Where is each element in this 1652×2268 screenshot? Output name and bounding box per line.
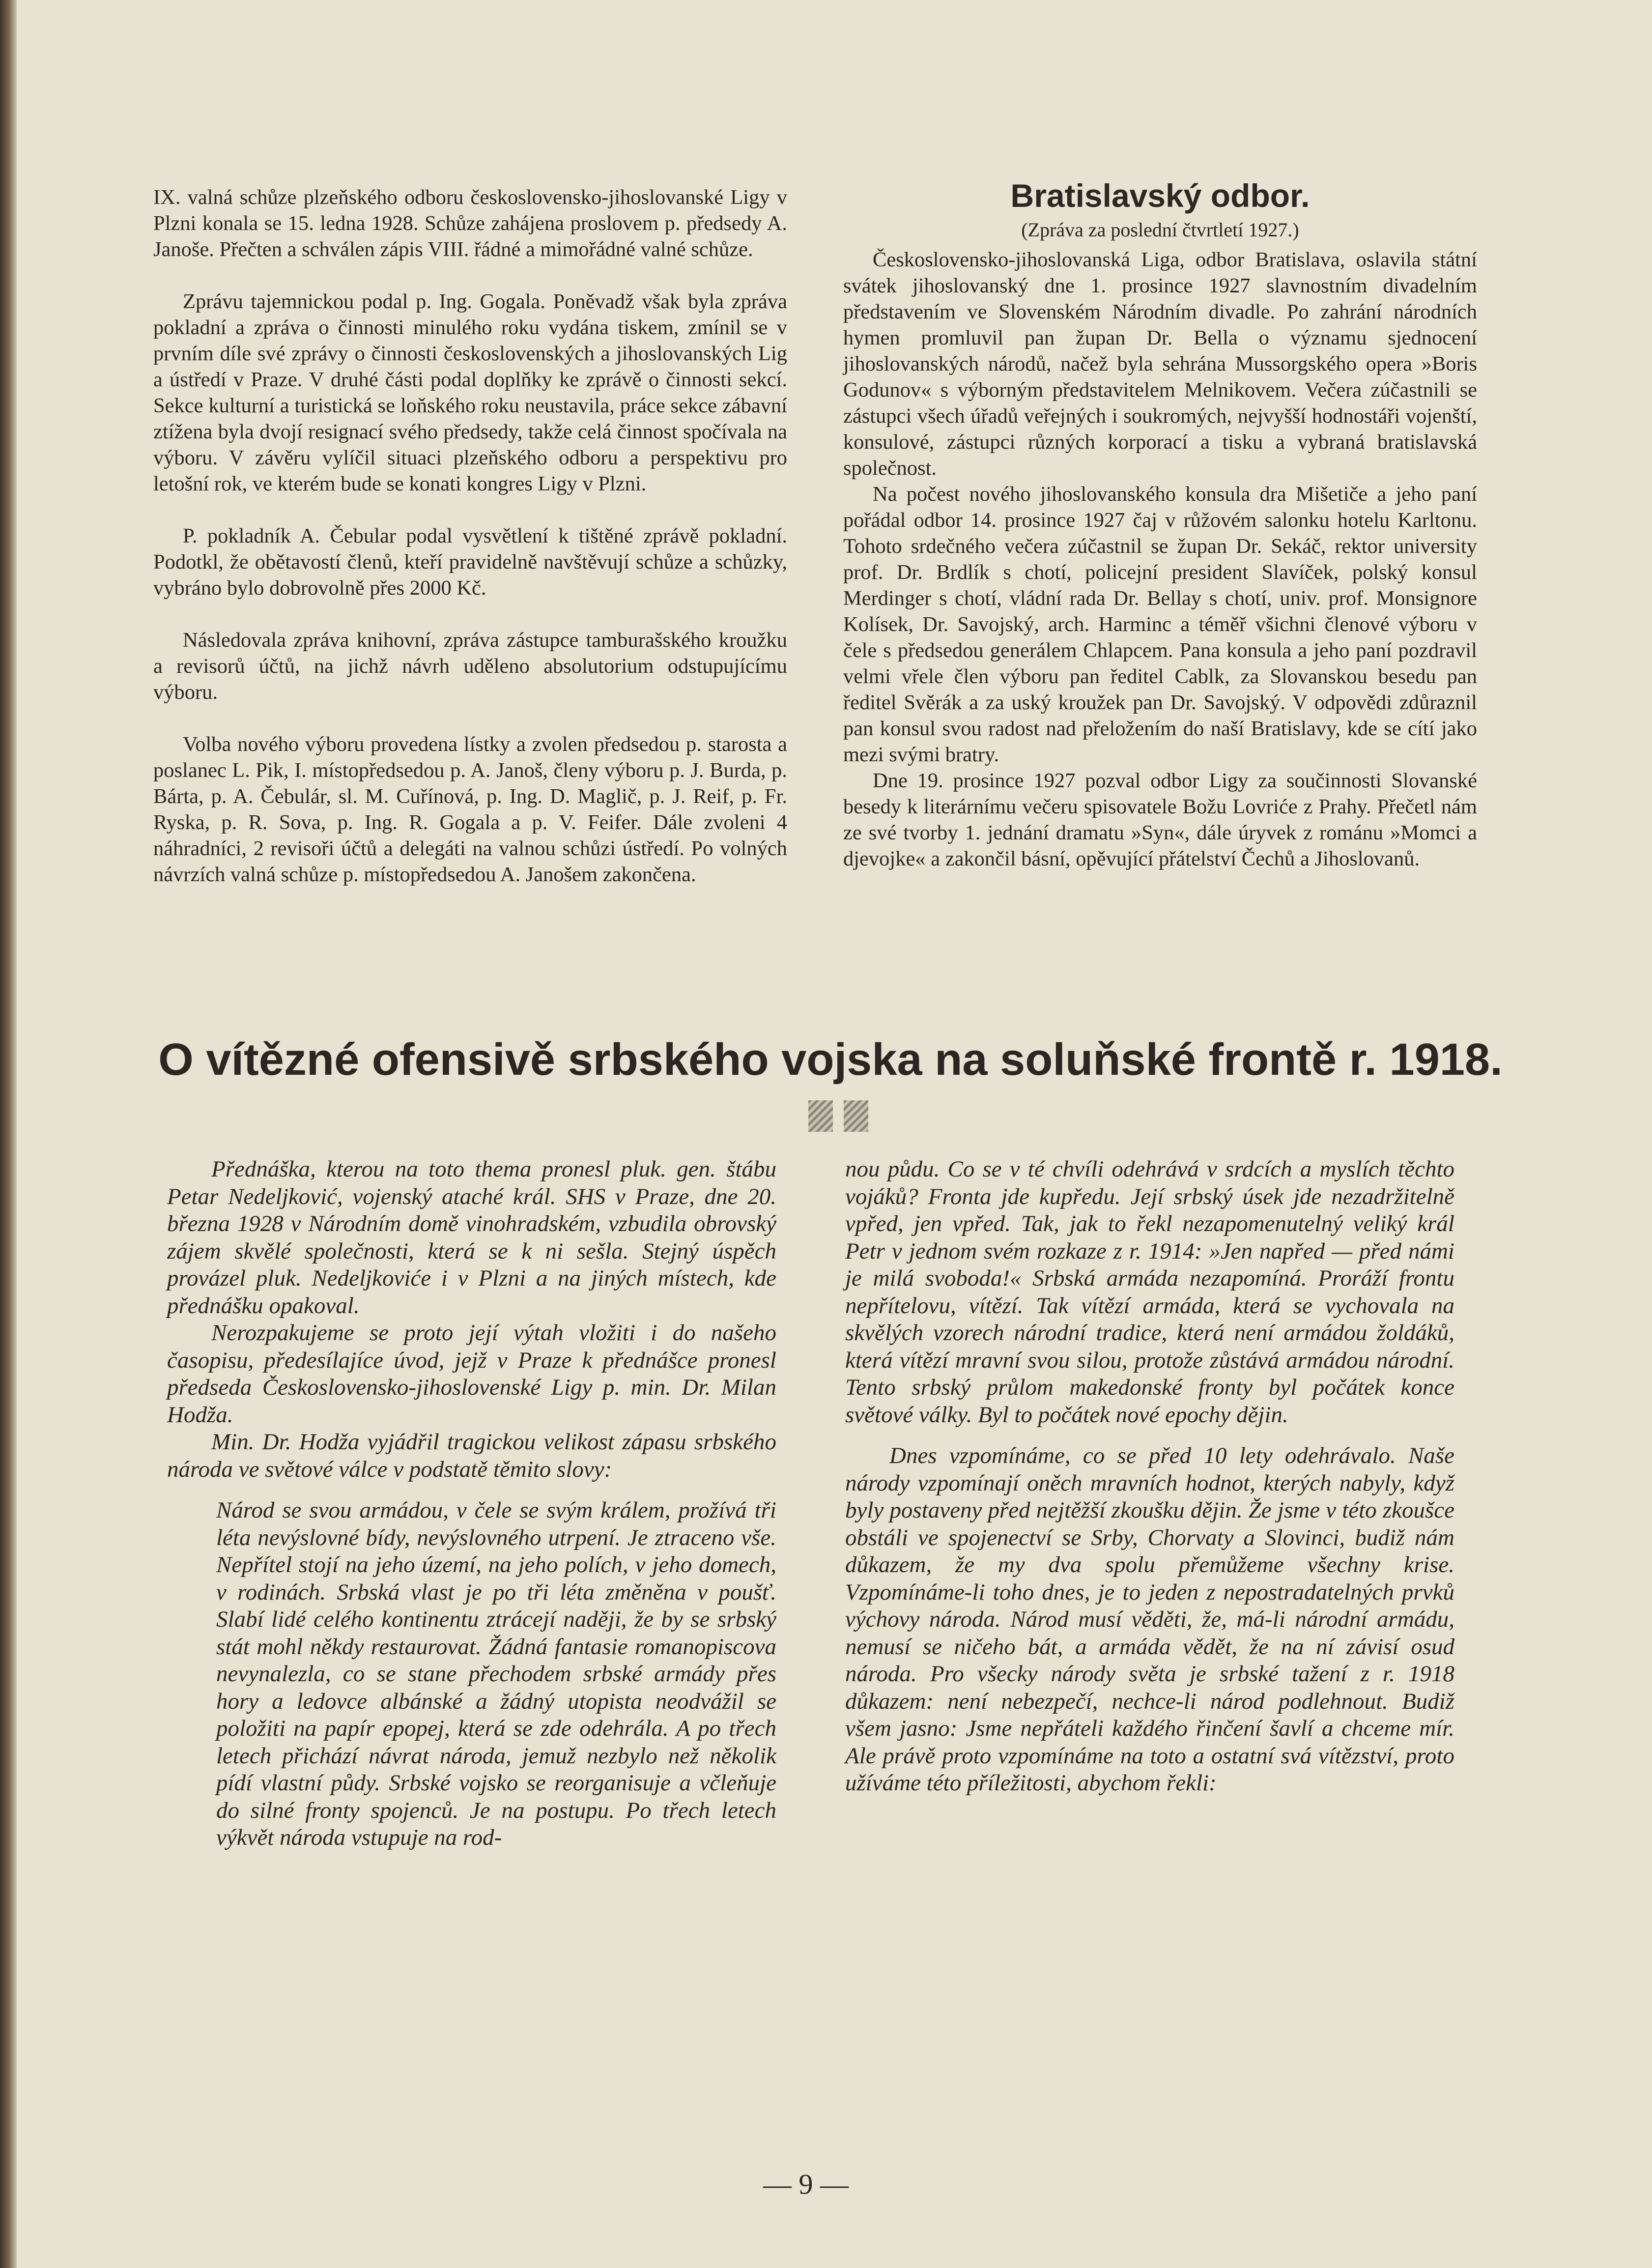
article-title: [147, 1032, 1513, 1142]
ornament-icon: [844, 1100, 868, 1132]
plzen-report-column: [153, 184, 787, 914]
section-heading: Bratislavský odbor.: [1010, 177, 1310, 214]
paragraph: Přednáška, kterou na toto thema pronesl pluk. gen. štábu Petar Nedeljković, vojenský ataché král. SHS v Praze, dne 20. března 1928 v Národním domě vinohradském, vzbudila obrovský zájem skvělé společnosti, která se k ni sešla. Stejný úspěch provázel pluk. Nedeljkoviće i v Plzni a na jiných místech, kde přednášku opakoval.: [167, 1156, 776, 1319]
paragraph: nou půdu. Co se v té chvíli odehrává v srdcích a myslích těchto vojáků? Fronta jde kupředu. Její srbský úsek jde nezadržitelně vpřed, jen vpřed. Tak, jak to řekl nezapomenutelný veliký král Petr v jednom svém rozkaze z r. 1914: »Jen napřed — před námi je milá svoboda!« Srbská armáda nezapomíná. Proráží frontu nepřítelovu, vítězí. Tak vítězí armáda, která se vychovala na skvělých vzorech národní tradice, která není armádou žoldáků, která vítězí mravní svou silou, protože zůstává armádou národní. Tento srbský průlom makedonské fronty byl počátek konce světové války. Byl to počátek nové epochy dějin.: [845, 1156, 1454, 1428]
article-title-text: O vítězné ofensivě srbského vojska na soluňské frontě r. 1918.: [158, 1034, 1503, 1085]
paragraph: Nerozpakujeme se proto její výtah vložiti i do našeho časopisu, předesílajíce úvod, jejž v Praze k přednášce pronesl předseda Československo-jihoslovenské Ligy p. min. Dr. Milan Hodža.: [167, 1320, 776, 1428]
article-left-column: [167, 1156, 776, 1852]
paragraph: Na počest nového jihoslovanského konsula dra Mišetiče a jeho paní pořádal odbor 14. prosince 1927 čaj v růžovém salonku hotelu Karltonu. Tohoto srdečného večera zúčastnil se župan Dr. Sekáč, rektor university prof. Dr. Brdlík s chotí, policejní president Slavíček, polský konsul Merdinger s chotí, vládní rada Dr. Bellay s chotí, univ. prof. Monsignore Kolísek, Dr. Savojský, arch. Harminc a téměř všichni členové výboru v čele s předsedou generálem Chlapcem. Pana konsula a jeho paní pozdravil velmi vřele člen výboru pan ředitel Cablk, za Slovanskou besedu pan ředitel Svěrák a za uský kroužek pan Dr. Savojský. V odpovědi zdůraznil pan konsul svou radost nad přeložením do naší Bratislavy, kde se cítí jako mezi svými bratry.: [843, 483, 1477, 766]
bratislava-report-column: [843, 176, 1477, 872]
paragraph: IX. valná schůze plzeňského odboru československo-jihoslovanské Ligy v Plzni konala se 15. ledna 1928. Schůze zahájena proslovem p. předsedy A. Janoše. Přečten a schválen zápis VIII. řádné a mimořádné valné schůze.: [153, 186, 787, 261]
paragraph: Dne 19. prosince 1927 pozval odbor Ligy za součinnosti Slovanské besedy k literárnímu večeru spisovatele Božu Lovriće z Prahy. Přečetl nám ze své tvorby 1. jednání dramatu »Syn«, dále úryvek z románu »Momci a djevojke« a zakončil básní, opěvující přátelství Čechů a Jihoslovanů.: [843, 769, 1477, 870]
article-right-column: [845, 1156, 1454, 1797]
block-quote: Národ se svou armádou, v čele se svým králem, prožívá tři léta nevýslovné bídy, nevýslovného utrpení. Je ztraceno vše. Nepřítel stojí na jeho území, na jeho polích, v jeho domech, v rodinách. Srbská vlast je po tři léta změněna v poušť. Slabí lidé celého kontinentu ztrácejí naději, že by se srbský stát mohl někdy restaurovat. Žádná fantasie romanopiscova nevynalezla, co se stane přechodem srbské armády přes hory a ledovce albánské a žádný utopista neodvážil se položiti na papír epopej, která se zde odehrála. A po třech letech přichází návrat národa, jemuž nezbylo než několik pídí vlastní půdy. Srbské vojsko se reorganisuje a včleňuje do silné fronty spojenců. Je na postupu. Po třech letech výkvět národa vstupuje na rod-: [216, 1497, 776, 1850]
paragraph: P. pokladník A. Čebular podal vysvětlení k tištěné zprávě pokladní. Podotkl, že obětavostí členů, kteří pravidelně navštěvují schůze a schůzky, vybráno bylo dobrovolně přes 2000 Kč.: [153, 524, 787, 600]
page-number: — 9 —: [763, 2168, 849, 2200]
section-subheading: (Zpráva za poslední čtvrtletí 1927.): [1021, 219, 1299, 241]
paragraph: Zprávu tajemnickou podal p. Ing. Gogala. Poněvadž však byla zpráva pokladní a zpráva o činnosti minulého roku vydána tiskem, zmínil se v prvním díle své zprávy o činnosti československých a jihoslovanských Lig a ústředí v Praze. V druhé části podal doplňky ke zprávě o činnosti sekcí. Sekce kulturní a turistická se loňského roku neustavila, práce sekce zábavní ztížena byla dvojí resignací svého předsedy, takže celá činnost spočívala na výboru. V závěru vylíčil situaci plzeňského odboru a perspektivu pro letošní rok, ve kterém bude se konati kongres Ligy v Plzni.: [153, 290, 787, 495]
paragraph: Dnes vzpomínáme, co se před 10 lety odehrávalo. Naše národy vzpomínají oněch mravních hodnot, kterých nabyly, když byly postaveny před nejtěžší zkoušku dějin. Že jsme v této zkoušce obstáli ve spojenectví se Srby, Chorvaty a Slovinci, budiž nám důkazem, že my dva spolu přemůžeme všechny krise. Vzpomínáme-li toho dnes, je to jeden z nepostradatelných prvků výchovy národa. Národ musí věděti, že, má-li národní armádu, nemusí se ničeho bát, a armáda vědět, že na ní závisí osud národa. Pro všecky národy světa je srbské tažení z r. 1918 důkazem: není nebezpečí, nechce-li národ podlehnout. Budiž všem jasno: Jsme nepřáteli každého řinčení šavlí a chceme mír. Ale právě proto vzpomínáme na toto a ostatní svá vítězství, proto užíváme této příležitosti, abychom řekli:: [845, 1443, 1454, 1796]
page-binding-edge: [0, 0, 17, 2268]
paragraph: Min. Dr. Hodža vyjádřil tragickou velikost zápasu srbského národa ve světové válce v podstatě těmito slovy:: [167, 1429, 776, 1482]
paragraph: Československo-jihoslovanská Liga, odbor Bratislava, oslavila státní svátek jihoslovanský dne 1. prosince 1927 slavnostním divadelním představením ve Slovenském Národním divadle. Po zahrání národních hymen promluvil pan župan Dr. Bella o významu sjednocení jihoslovanských národů, načež byla sehrána Mussorgského opera »Boris Godunov« s výborným představitelem Melnikovem. Večera zúčastnili se zástupci všech úřadů veřejných i soukromých, nejvyšší hodnostáři vojenští, konsulové, zástupci různých korporací a tisku a vybraná bratislavská společnost.: [843, 248, 1477, 480]
paragraph: Následovala zpráva knihovní, zpráva zástupce tamburašského kroužku a revisorů účtů, na jichž návrh uděleno absolutorium odstupujícímu výboru.: [153, 629, 787, 704]
paragraph: Volba nového výboru provedena lístky a zvolen předsedou p. starosta a poslanec L. Pik, I. místopředsedou p. A. Janoš, členy výboru p. J. Burda, p. Bárta, p. A. Čebulár, sl. M. Cuřínová, p. Ing. D. Maglič, p. J. Reif, p. Fr. Ryska, p. R. Sova, p. Ing. R. Gogala a p. V. Feifer. Dále zvoleni 4 náhradníci, 2 revisoři účtů a delegáti na valnou schůzi ústředí. Po volných návrzích valná schůze p. místopředsedou A. Janošem zakončena.: [153, 733, 787, 886]
ornament-icon: [808, 1100, 833, 1132]
